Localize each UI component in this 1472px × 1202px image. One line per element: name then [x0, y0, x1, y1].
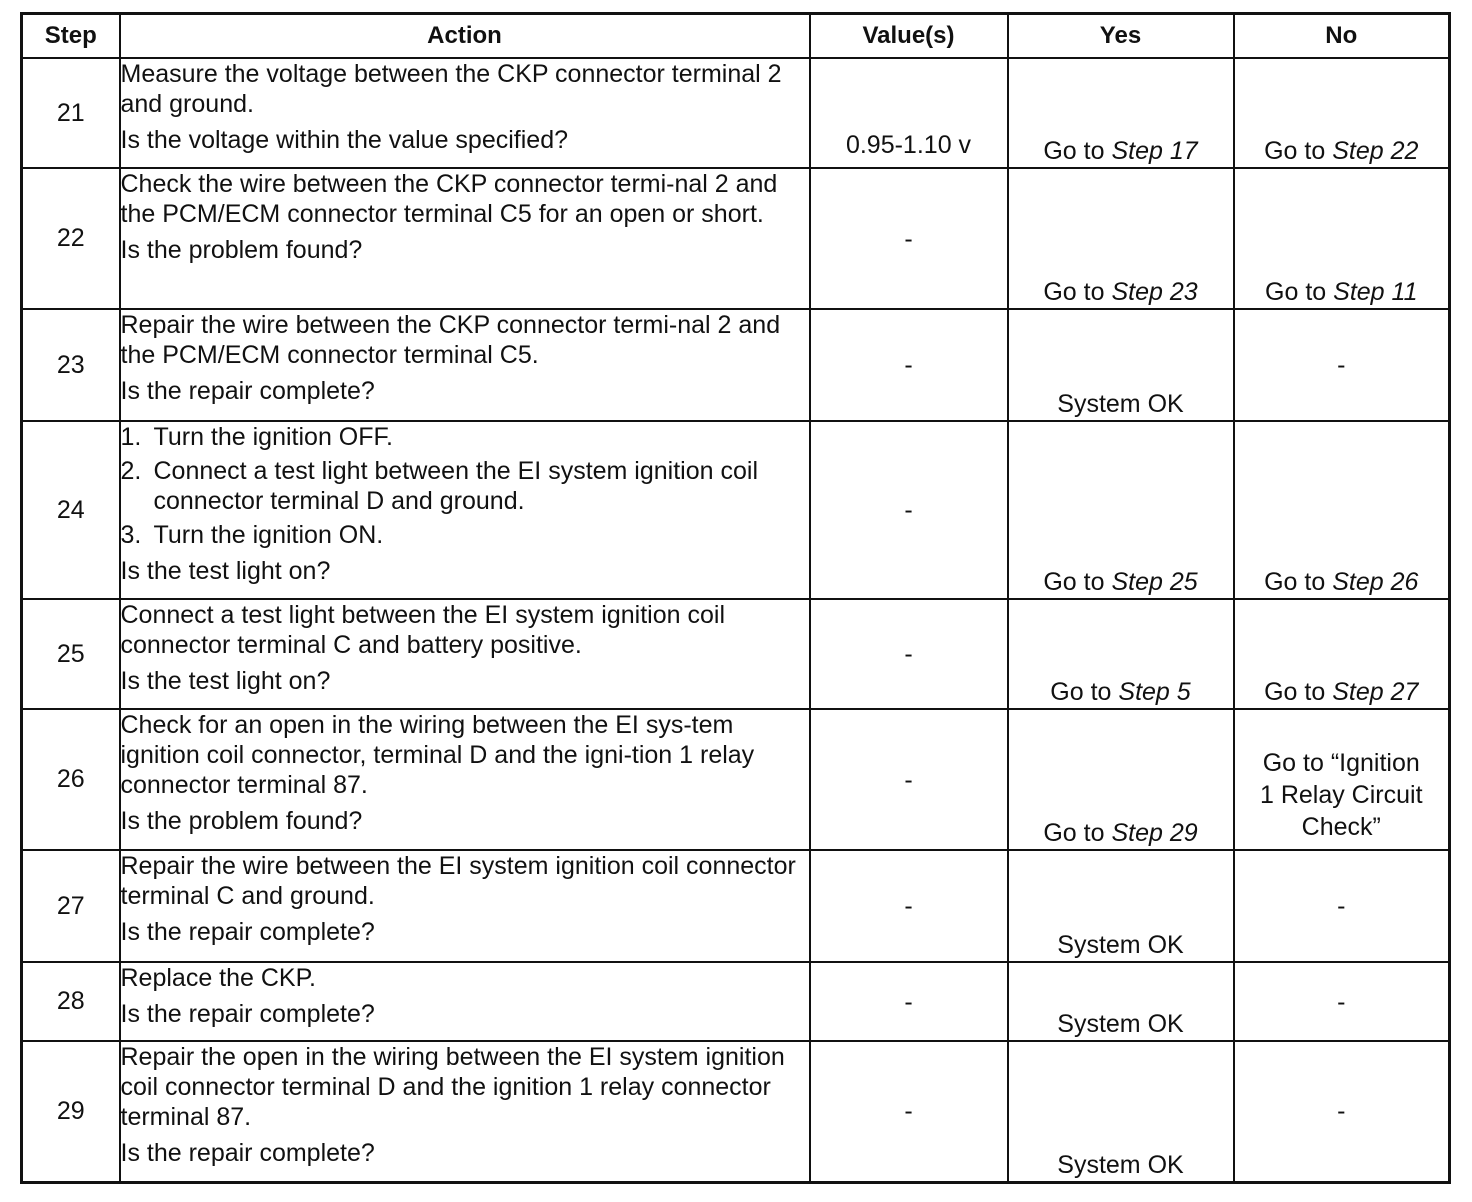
no-step-ref: Step 26: [1332, 568, 1419, 596]
numbered-step: [121, 456, 809, 516]
yes-cell: [1008, 421, 1234, 599]
yes-cell: [1008, 709, 1234, 850]
action-text: Replace the CKP.: [120, 964, 316, 992]
yes-cell: System OK: [1008, 1041, 1234, 1182]
action-question: Is the problem found?: [120, 807, 363, 835]
no-cell: [1234, 58, 1450, 168]
action-text: Measure the voltage between the CKP connector terminal 2 and ground.: [120, 60, 782, 118]
action-question: Is the repair complete?: [120, 1139, 375, 1167]
action-cell: [120, 421, 810, 599]
header-action: Action: [120, 14, 810, 59]
step-number: 28: [22, 962, 120, 1041]
yes-step-ref: Step 23: [1111, 278, 1198, 306]
value-dash: -: [904, 987, 913, 1016]
step-number: 29: [22, 1041, 120, 1182]
go-to-label: Go to: [1043, 137, 1105, 165]
no-step-ref: Step 27: [1332, 678, 1419, 706]
action-question: Is the repair complete?: [120, 918, 375, 946]
no-cell: [1234, 168, 1450, 309]
action-text: Repair the wire between the EI system ignition coil connector terminal C and ground.: [120, 852, 796, 910]
header-row: [22, 14, 1450, 59]
value-cell: 0.95-1.10 v: [810, 58, 1008, 168]
no-cell: -: [1234, 1041, 1450, 1182]
header-value: Value(s): [810, 14, 1008, 59]
value-cell: [810, 850, 1008, 962]
action-question: Is the voltage within the value specified?: [120, 126, 568, 154]
yes-cell: System OK: [1008, 962, 1234, 1041]
header-step: Step: [22, 14, 120, 59]
header-no: No: [1234, 14, 1450, 59]
action-text: Repair the open in the wiring between the EI system ignition coil connector terminal D and the ignition 1 relay connector terminal 87.: [120, 1043, 785, 1131]
action-cell: [120, 58, 810, 168]
step-index: 2.: [120, 457, 142, 485]
action-cell: [120, 709, 810, 850]
header-yes: Yes: [1008, 14, 1234, 59]
yes-cell: [1008, 58, 1234, 168]
value-cell: [810, 599, 1008, 709]
step-number: 25: [22, 599, 120, 709]
value-dash: -: [904, 224, 913, 253]
value-dash: -: [904, 351, 913, 379]
action-text: Check for an open in the wiring between the EI sys-tem ignition coil connector, terminal D and the igni-tion 1 relay connector terminal 87.: [120, 711, 755, 799]
action-text: Repair the wire between the CKP connector termi-nal 2 and the PCM/ECM connector terminal C5.: [120, 311, 781, 369]
yes-step-ref: Step 17: [1111, 137, 1198, 165]
step-number: 22: [22, 168, 120, 309]
value-dash: -: [904, 640, 913, 668]
value-cell: [810, 309, 1008, 421]
no-cell: -: [1234, 962, 1450, 1041]
table-row: [22, 599, 1450, 709]
table-row: [22, 1041, 1450, 1182]
value-cell: [810, 962, 1008, 1041]
yes-step-ref: Step 5: [1118, 678, 1191, 706]
action-cell: [120, 309, 810, 421]
go-to-label: Go to: [1265, 278, 1327, 306]
step-index: 1.: [120, 423, 142, 451]
action-question: Is the test light on?: [120, 557, 331, 585]
go-to-label: Go to: [1043, 568, 1105, 596]
step-text: Turn the ignition ON.: [153, 521, 384, 549]
action-cell: [120, 599, 810, 709]
table-row: [22, 709, 1450, 850]
table-row: [22, 962, 1450, 1041]
no-cell: Go to “Ignition 1 Relay Circuit Check”: [1234, 709, 1450, 850]
step-number: 26: [22, 709, 120, 850]
go-to-label: Go to: [1050, 678, 1112, 706]
value-dash: -: [904, 496, 913, 524]
action-text: Connect a test light between the EI system ignition coil connector terminal C and battery positive.: [120, 601, 725, 659]
go-to-label: Go to: [1043, 819, 1105, 847]
go-to-label: Go to: [1264, 568, 1326, 596]
table-row: [22, 850, 1450, 962]
yes-cell: [1008, 599, 1234, 709]
table-row: [22, 421, 1450, 599]
value-cell: [810, 421, 1008, 599]
action-question: Is the test light on?: [120, 667, 331, 695]
step-number: 23: [22, 309, 120, 421]
value-dash: -: [904, 765, 913, 794]
diagnostic-table: [20, 12, 1451, 1184]
numbered-step: [121, 520, 809, 550]
value-cell: [810, 168, 1008, 309]
step-number: 27: [22, 850, 120, 962]
value-cell: [810, 1041, 1008, 1182]
no-step-ref: Step 11: [1333, 278, 1418, 306]
no-cell: -: [1234, 309, 1450, 421]
step-text: Connect a test light between the EI system ignition coil connector terminal D and ground.: [153, 457, 758, 515]
action-question: Is the problem found?: [120, 236, 363, 264]
numbered-step: [121, 422, 809, 452]
value-dash: -: [904, 892, 913, 920]
action-text: Check the wire between the CKP connector termi-nal 2 and the PCM/ECM connector terminal C5 for an open or short.: [120, 170, 778, 228]
action-cell: [120, 850, 810, 962]
step-index: 3.: [120, 521, 142, 549]
table-row: [22, 309, 1450, 421]
no-step-ref: Step 22: [1332, 137, 1419, 165]
go-to-label: Go to: [1264, 678, 1326, 706]
yes-cell: System OK: [1008, 850, 1234, 962]
step-text: Turn the ignition OFF.: [153, 423, 393, 451]
go-to-label: Go to: [1264, 137, 1326, 165]
step-number: 24: [22, 421, 120, 599]
action-cell: [120, 1041, 810, 1182]
value-cell: [810, 709, 1008, 850]
yes-cell: [1008, 168, 1234, 309]
value-dash: -: [904, 1097, 913, 1126]
yes-step-ref: Step 29: [1111, 819, 1198, 847]
action-question: Is the repair complete?: [120, 1000, 375, 1028]
action-cell: [120, 962, 810, 1041]
yes-step-ref: Step 25: [1111, 568, 1198, 596]
action-cell: [120, 168, 810, 309]
table-row: [22, 168, 1450, 309]
go-to-label: Go to: [1043, 278, 1105, 306]
step-number: 21: [22, 58, 120, 168]
no-cell: [1234, 421, 1450, 599]
table-row: [22, 58, 1450, 168]
no-cell: [1234, 599, 1450, 709]
yes-cell: System OK: [1008, 309, 1234, 421]
no-cell: -: [1234, 850, 1450, 962]
action-question: Is the repair complete?: [120, 377, 375, 405]
